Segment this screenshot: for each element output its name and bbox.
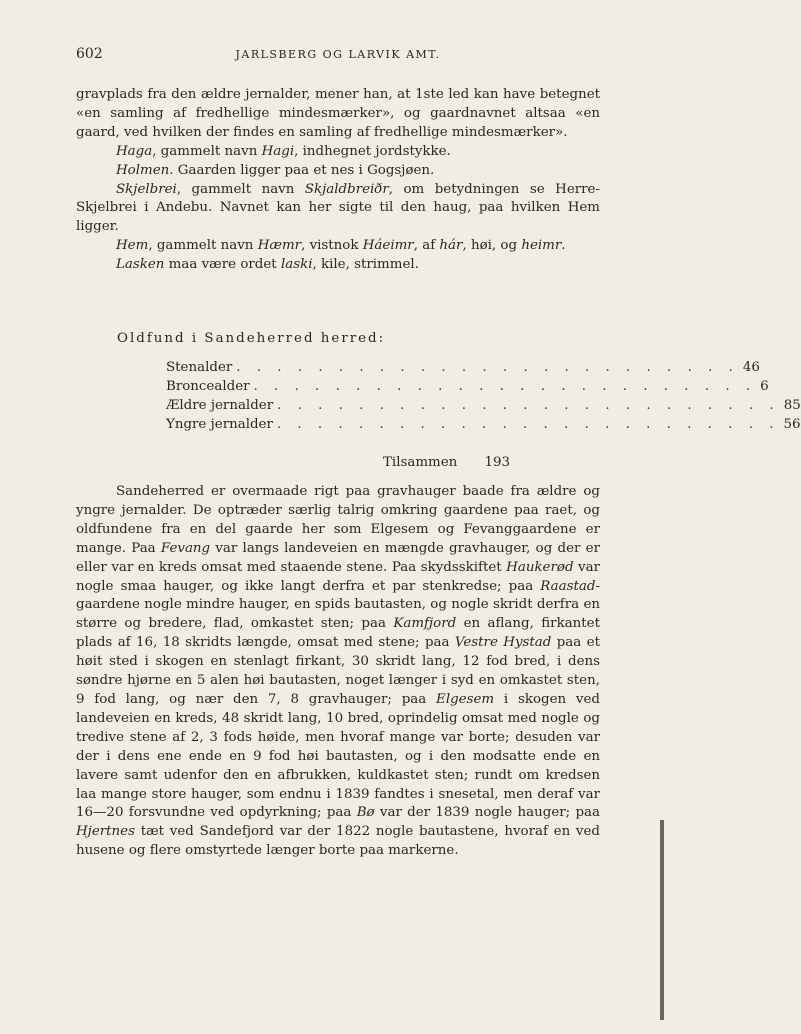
intro-section	[76, 86, 600, 275]
finds-heading: Oldfund i Sandeherred herred:	[117, 331, 386, 346]
old-name-skjelbrei: Skjaldbreiðr	[304, 181, 389, 197]
term-haga: Haga	[116, 143, 153, 159]
total-value: 193	[484, 455, 510, 470]
running-title: JARLSBERG OG LARVIK AMT.	[235, 48, 441, 61]
term-lasken: Lasken	[116, 257, 165, 273]
finds-row-stenalder: Stenalder . . . . . . . . . . . . . . . . . . . . . . . . . 46	[166, 360, 760, 375]
term-skjelbrei: Skjelbrei	[116, 181, 177, 197]
paragraph-skjelbrei: Skjelbrei, gammelt navn Skjaldbreiðr, om betydningen se Herre-Skjelbrei i Andebu. Navnet kan her sigte til den haug, paa hvilken Hem ligger.	[76, 181, 600, 235]
page-edge-shadow	[660, 820, 664, 1020]
paragraph-haga: Haga, gammelt navn Hagi, indhegnet jordstykke.	[116, 143, 451, 159]
paragraph-hem: Hem, gammelt navn Hæmr, vistnok Háeimr, af hár, høi, og heimr.	[116, 238, 566, 254]
term-hem: Hem	[116, 238, 149, 254]
finds-row-broncealder: Broncealder . . . . . . . . . . . . . . . . . . . . . . . . . 6	[166, 379, 769, 394]
finds-table	[166, 358, 801, 434]
finds-total	[383, 455, 510, 470]
paragraph-lasken: Lasken maa være ordet laski, kile, strimmel.	[116, 257, 419, 273]
main-section	[76, 483, 600, 861]
page-header	[76, 46, 600, 66]
term-holmen: Holmen.	[116, 162, 174, 178]
paragraph-holmen: Holmen. Gaarden ligger paa et nes i Gogsjøen.	[116, 162, 435, 178]
page-number: 602	[76, 46, 103, 62]
paragraph-sandeherred: Sandeherred er overmaade rigt paa gravhauger baade fra ældre og yngre jernalder. De optræder særlig talrig omkring gaardene paa raet, og oldfundene fra en del gaarde her som Elgesem og Fevanggaardene er mange. Paa Fevang var langs landeveien en mængde gravhauger, og der er eller var en kreds omsat med staaende stene. Paa skydsskiftet Haukerød var nogle smaa hauger, og ikke langt derfra et par stenkredse; paa Raastad-gaardene nogle mindre hauger, en spids bautasten, og nogle skridt derfra en større og bredere, flad, omkastet sten; paa Kamfjord en aflang, firkantet plads af 16, 18 skridts længde, omsat med stene; paa Vestre Hystad paa et høit sted i skogen en stenlagt firkant, 30 skridt lang, 12 fod bred, i dens søndre hjørne en 5 alen høi bautasten, noget længer i syd en omkastet sten, 9 fod lang, og nær den 7, 8 gravhauger; paa Elgesem i skogen ved landeveien en kreds, 48 skridt lang, 10 bred, oprindelig omsat med nogle og tredive stene af 2, 3 fods høide, men hvoraf mange var borte; desuden var der i dens ene ende en 9 fod høi bautasten, og i den modsatte ende en lavere samt udenfor den en afbrukken, kuldkastet sten; rundt om kredsen laa mange store hauger, som endnu i 1839 fandtes i snesetal, men deraf var 16—20 forsvundne ved opdyrkning; paa Bø var der 1839 nogle hauger; paa Hjertnes tæt ved Sandefjord var der 1822 nogle bautastene, hvoraf en ved husene og flere omstyrtede længer borte paa markerne.	[76, 484, 600, 859]
total-label: Tilsammen	[383, 455, 458, 470]
finds-row-aeldre: Ældre jernalder . . . . . . . . . . . . . . . . . . . . . . . . . 85	[166, 398, 801, 413]
finds-row-yngre: Yngre jernalder . . . . . . . . . . . . . . . . . . . . . . . . . 56	[166, 417, 801, 432]
paragraph-gravplads: gravplads fra den ældre jernalder, mener han, at 1ste led kan have betegnet «en samling af fredhellige mindesmærker», og gaardnavnet altsaa «en gaard, ved hvilken der findes en samling af fredhellige mindesmærker».	[76, 87, 600, 140]
old-name-haga: Hagi	[261, 143, 295, 159]
